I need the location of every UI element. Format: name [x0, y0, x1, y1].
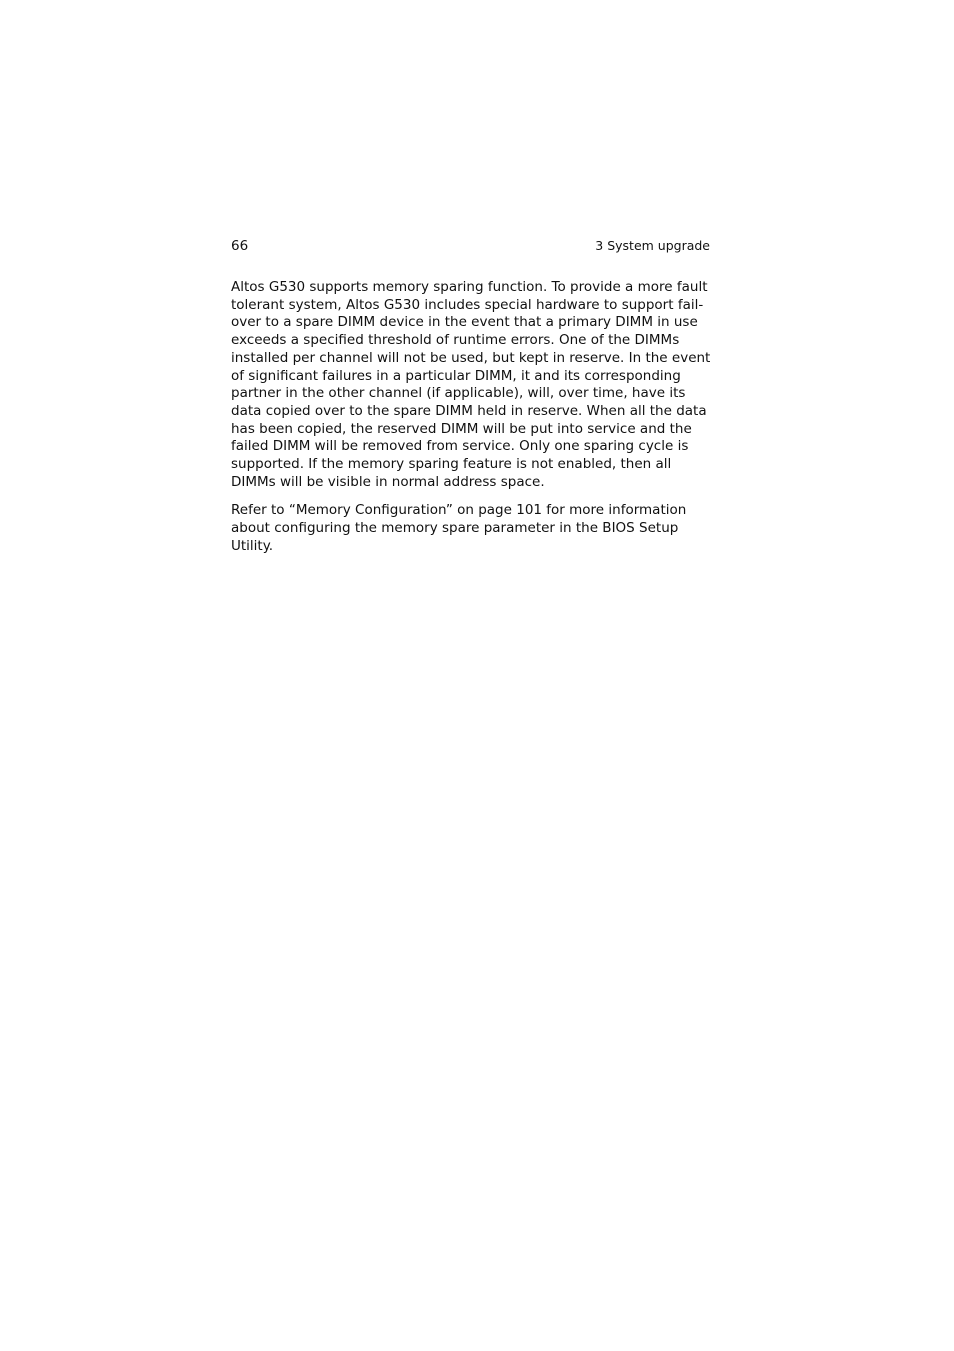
text-line: over to a spare DIMM device in the event that a primary DIMM in use [231, 314, 698, 331]
text-line: failed DIMM will be removed from service. Only one sparing cycle is [231, 438, 689, 455]
text-line: data copied over to the spare DIMM held in reserve. When all the data [231, 402, 707, 419]
text-line: tolerant system, Altos G530 includes special hardware to support fail- [231, 296, 704, 313]
page-number: 66 [231, 238, 249, 254]
text-line: exceeds a specified threshold of runtime errors. One of the DIMMs [231, 332, 680, 349]
text-line: partner in the other channel (if applicable), will, over time, have its [231, 385, 686, 402]
paragraph-memory-configuration-reference [231, 502, 710, 555]
text-line: Utility. [231, 537, 274, 554]
paragraph-memory-sparing [231, 279, 710, 491]
text-line: Altos G530 supports memory sparing function. To provide a more fault [231, 279, 708, 295]
text-line: Refer to “Memory Configuration” on page 101 for more information [231, 502, 687, 519]
text-line: installed per channel will not be used, but kept in reserve. In the event [231, 349, 711, 366]
text-line: DIMMs will be visible in normal address space. [231, 473, 545, 490]
text-line: supported. If the memory sparing feature is not enabled, then all [231, 456, 672, 473]
text-line: about configuring the memory spare parameter in the BIOS Setup [231, 520, 679, 537]
text-line: of significant failures in a particular DIMM, it and its corresponding [231, 367, 681, 384]
body-text [231, 279, 710, 556]
text-line: has been copied, the reserved DIMM will be put into service and the [231, 420, 692, 437]
page-header [231, 236, 710, 256]
chapter-title: 3 System upgrade [595, 238, 710, 253]
